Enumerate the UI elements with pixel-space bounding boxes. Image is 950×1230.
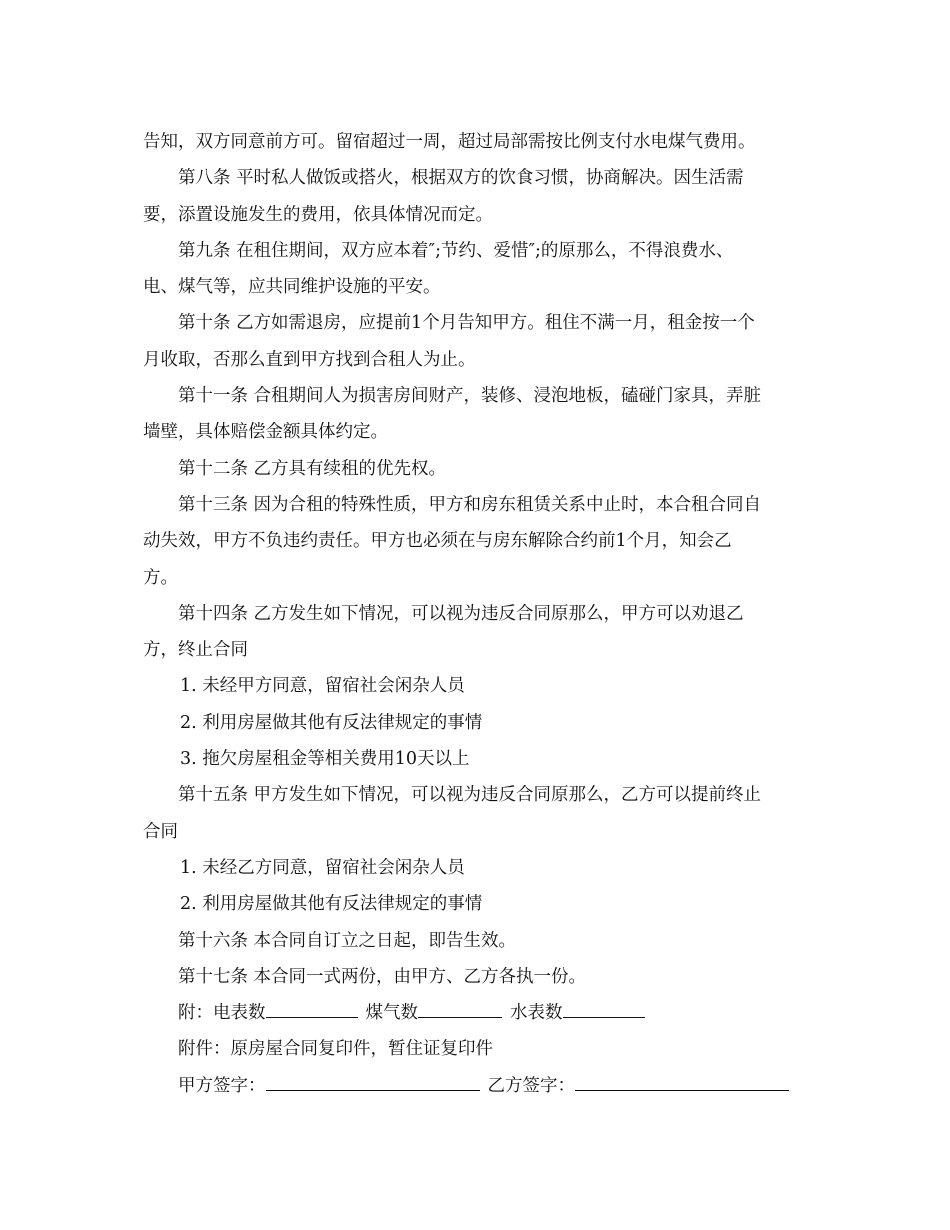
gas-meter-label: 煤气数 (365, 1003, 418, 1024)
article-15-line-1: 第十五条 甲方发生如下情况，可以视为违反合同原那么，乙方可以提前终止 (178, 785, 762, 806)
signature-line (143, 1068, 808, 1104)
article-13-line-3: 方。 (143, 567, 178, 588)
article-10-line-1: 第十条 乙方如需退房，应提前1个月告知甲方。租住不满一月，租金按一个 (178, 313, 755, 334)
article-14-item-1: 1. 未经甲方同意，留宿社会闲杂人员 (180, 676, 465, 697)
water-meter-blank[interactable] (563, 1016, 645, 1018)
article-13-line-1: 第十三条 因为合租的特殊性质，甲方和房东租赁关系中止时，本合租合同自 (178, 494, 762, 515)
document-body (143, 124, 808, 1104)
article-9-line-1: 第九条 在租住期间，双方应本着″;节约、爱惜″;的原那么，不得浪费水、 (178, 240, 734, 261)
article-10-line-2: 月收取，否那么直到甲方找到合租人为止。 (143, 349, 476, 370)
gas-meter-blank[interactable] (418, 1016, 502, 1018)
party-b-signature-blank[interactable] (575, 1089, 789, 1091)
article-9-line-2: 电、煤气等，应共同维护设施的平安。 (143, 277, 441, 298)
article-14-line-2: 方，终止合同 (143, 640, 248, 661)
article-8-line-2: 要，添置设施发生的费用，依具体情况而定。 (143, 204, 493, 225)
article-11-line-1: 第十一条 合租期间人为损害房间财产，装修、浸泡地板，磕碰门家具，弄脏 (178, 386, 762, 407)
article-12-line: 第十二条 乙方具有续租的优先权。 (178, 458, 447, 479)
article-13-line-2: 动失效，甲方不负违约责任。甲方也必须在与房东解除合约前1个月，知会乙 (143, 531, 732, 552)
article-14-item-3: 3. 拖欠房屋租金等相关费用10天以上 (180, 749, 470, 770)
article-14-line-1: 第十四条 乙方发生如下情况，可以视为违反合同原那么，甲方可以劝退乙 (178, 603, 744, 624)
text-line: 告知，双方同意前方可。留宿超过一周，超过局部需按比例支付水电煤气费用。 (143, 132, 756, 152)
attachment-line: 附件：原房屋合同复印件，暂住证复印件 (178, 1039, 493, 1060)
electric-meter-blank[interactable] (266, 1016, 358, 1018)
meter-readings-line (143, 995, 808, 1031)
article-15-line-2: 合同 (143, 821, 178, 842)
meter-prefix: 附： (178, 1003, 213, 1024)
article-14-item-2: 2. 利用房屋做其他有反法律规定的事情 (180, 712, 483, 733)
article-11-line-2: 墙壁，具体赔偿金额具体约定。 (143, 422, 388, 443)
article-15-item-2: 2. 利用房屋做其他有反法律规定的事情 (180, 894, 483, 915)
article-8-line-1: 第八条 平时私人做饭或搭火，根据双方的饮食习惯，协商解决。因生活需 (178, 168, 744, 189)
article-16-line: 第十六条 本合同自订立之日起，即告生效。 (178, 930, 517, 951)
party-a-signature-blank[interactable] (266, 1089, 480, 1091)
article-15-item-1: 1. 未经乙方同意，留宿社会闲杂人员 (180, 857, 465, 878)
water-meter-label: 水表数 (510, 1003, 563, 1024)
article-17-line: 第十七条 本合同一式两份，由甲方、乙方各执一份。 (178, 966, 587, 987)
party-b-signature-label: 乙方签字： (487, 1075, 575, 1096)
party-a-signature-label: 甲方签字： (178, 1075, 266, 1096)
electric-meter-label: 电表数 (213, 1003, 266, 1024)
